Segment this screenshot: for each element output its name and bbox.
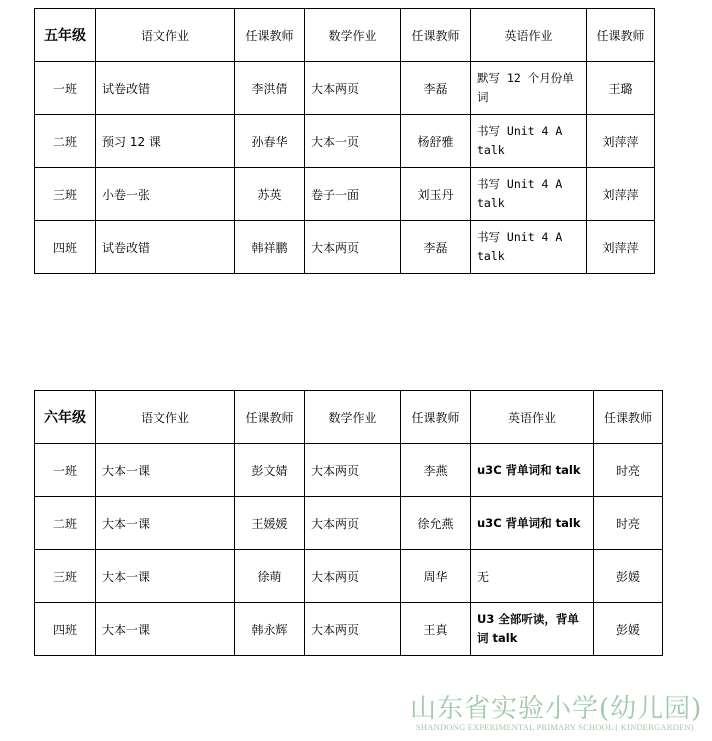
- math-homework: 大本两页: [305, 62, 401, 115]
- class-name: 一班: [35, 444, 96, 497]
- english-teacher: 刘萍萍: [587, 115, 655, 168]
- header-teacher: 任课教师: [235, 9, 305, 62]
- header-math-homework: 数学作业: [305, 9, 401, 62]
- math-homework: 大本两页: [305, 444, 401, 497]
- grade6-homework-table: [34, 390, 663, 656]
- chinese-homework: 大本一课: [96, 603, 235, 656]
- english-homework: 默写 12 个月份单词: [471, 62, 587, 115]
- chinese-homework: 预习 12 课: [96, 115, 235, 168]
- table-header-row: [35, 391, 663, 444]
- chinese-homework: 大本一课: [96, 497, 235, 550]
- english-homework: 书写 Unit 4 A talk: [471, 168, 587, 221]
- english-homework: 书写 Unit 4 A talk: [471, 221, 587, 274]
- english-homework: 无: [471, 550, 594, 603]
- table-row: [35, 603, 663, 656]
- table-row: [35, 550, 663, 603]
- math-teacher: 李磊: [401, 62, 471, 115]
- grade-label: 六年级: [35, 391, 96, 444]
- english-teacher: 刘萍萍: [587, 168, 655, 221]
- header-chinese-homework: 语文作业: [96, 391, 235, 444]
- header-teacher: 任课教师: [587, 9, 655, 62]
- class-name: 三班: [35, 550, 96, 603]
- math-teacher: 徐允燕: [401, 497, 471, 550]
- chinese-homework: 大本一课: [96, 550, 235, 603]
- math-teacher: 李磊: [401, 221, 471, 274]
- chinese-teacher: 李洪倩: [235, 62, 305, 115]
- math-teacher: 刘玉丹: [401, 168, 471, 221]
- math-teacher: 王真: [401, 603, 471, 656]
- table-row: [35, 221, 655, 274]
- school-logo-watermark: [410, 684, 706, 740]
- chinese-teacher: 孙春华: [235, 115, 305, 168]
- header-english-homework: 英语作业: [471, 391, 594, 444]
- table-row: [35, 62, 655, 115]
- english-teacher: 时亮: [594, 497, 663, 550]
- math-teacher: 杨舒雅: [401, 115, 471, 168]
- chinese-teacher: 彭文婧: [235, 444, 305, 497]
- math-homework: 大本两页: [305, 497, 401, 550]
- math-homework: 卷子一面: [305, 168, 401, 221]
- chinese-homework: 大本一课: [96, 444, 235, 497]
- math-teacher: 李燕: [401, 444, 471, 497]
- english-teacher: 彭媛: [594, 550, 663, 603]
- header-english-homework: 英语作业: [471, 9, 587, 62]
- math-homework: 大本两页: [305, 221, 401, 274]
- grade-label: 五年级: [35, 9, 96, 62]
- header-teacher: 任课教师: [401, 9, 471, 62]
- chinese-teacher: 苏英: [235, 168, 305, 221]
- header-chinese-homework: 语文作业: [96, 9, 235, 62]
- header-teacher: 任课教师: [594, 391, 663, 444]
- chinese-homework: 试卷改错: [96, 221, 235, 274]
- chinese-teacher: 韩祥鹏: [235, 221, 305, 274]
- header-teacher: 任课教师: [401, 391, 471, 444]
- math-homework: 大本两页: [305, 603, 401, 656]
- class-name: 二班: [35, 115, 96, 168]
- math-teacher: 周华: [401, 550, 471, 603]
- chinese-homework: 小卷一张: [96, 168, 235, 221]
- class-name: 四班: [35, 221, 96, 274]
- header-math-homework: 数学作业: [305, 391, 401, 444]
- english-teacher: 王璐: [587, 62, 655, 115]
- chinese-teacher: 王媛媛: [235, 497, 305, 550]
- chinese-teacher: 徐萌: [235, 550, 305, 603]
- math-homework: 大本一页: [305, 115, 401, 168]
- class-name: 四班: [35, 603, 96, 656]
- table-row: [35, 168, 655, 221]
- english-teacher: 彭媛: [594, 603, 663, 656]
- english-teacher: 刘萍萍: [587, 221, 655, 274]
- chinese-teacher: 韩永辉: [235, 603, 305, 656]
- chinese-homework: 试卷改错: [96, 62, 235, 115]
- class-name: 一班: [35, 62, 96, 115]
- table-row: [35, 444, 663, 497]
- class-name: 二班: [35, 497, 96, 550]
- english-homework: u3C 背单词和 talk: [471, 444, 594, 497]
- english-homework: U3 全部听读，背单词 talk: [471, 603, 594, 656]
- english-teacher: 时亮: [594, 444, 663, 497]
- table-row: [35, 115, 655, 168]
- english-homework: 书写 Unit 4 A talk: [471, 115, 587, 168]
- table-row: [35, 497, 663, 550]
- table-header-row: [35, 9, 655, 62]
- english-homework: u3C 背单词和 talk: [471, 497, 594, 550]
- school-name-english: SHANDONG EXPERIMENTAL PRIMARY SCHOOL ( KINDERGARDEN): [416, 722, 694, 732]
- header-teacher: 任课教师: [235, 391, 305, 444]
- grade5-homework-table: [34, 8, 655, 274]
- school-name-chinese: 山东省实验小学(幼儿园): [410, 694, 703, 724]
- class-name: 三班: [35, 168, 96, 221]
- math-homework: 大本两页: [305, 550, 401, 603]
